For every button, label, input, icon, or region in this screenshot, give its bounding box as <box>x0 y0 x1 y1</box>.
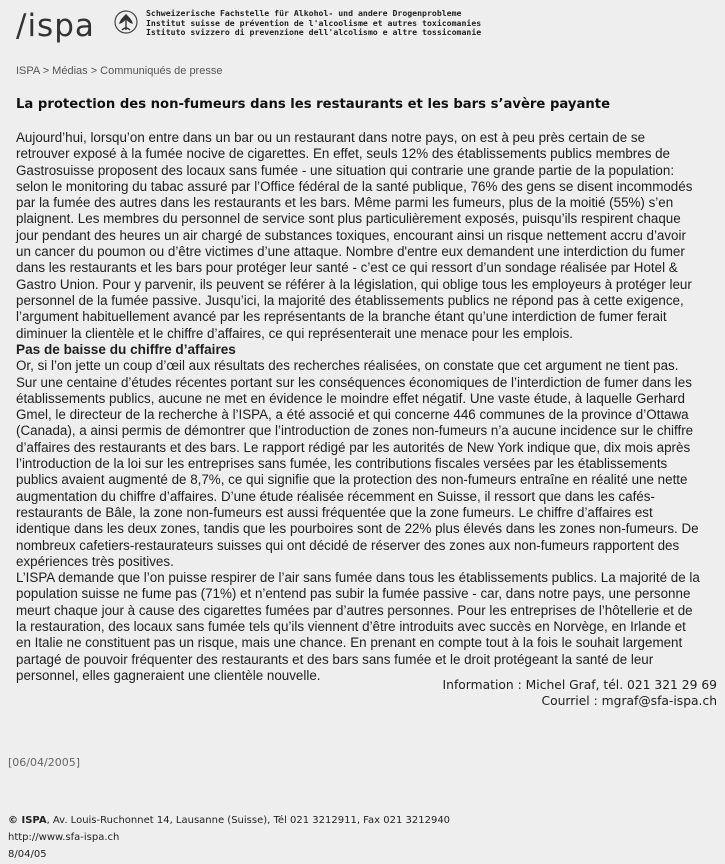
text-line: L’ISPA demande que l’on puisse respirer de l’air sans fumée dans tous les établissements publics. La majorité de la <box>16 570 700 586</box>
ispa-logo[interactable]: /ispa <box>16 8 95 44</box>
print-date: 8/04/05 <box>8 849 47 860</box>
footer-url[interactable]: http://www.sfa-ispa.ch <box>8 832 120 843</box>
tagline-fr: Institut suisse de prévention de l'alcoolisme et autres toxicomanies <box>146 17 482 28</box>
text-line: par la fumée des autres dans les restaurants et les bars. Même parmi les fumeurs, plus de la moitié (55%) s’en <box>16 195 674 211</box>
text-line: meurt chaque jour à cause des cigarettes fumées par d’autres personnes. Pour les entreprises de l’hôtellerie et de <box>16 602 693 618</box>
intro-paragraph <box>16 130 692 342</box>
breadcrumb[interactable]: ISPA > Médias > Communiqués de presse <box>16 65 223 77</box>
text-line: nombreux cafetiers-restaurateurs suisses qui ont décidé de réserver des zones aux non-fumeurs rapportent des <box>16 537 680 553</box>
section <box>16 342 700 684</box>
text-line: Aujourd’hui, lorsqu’on entre dans un bar ou un restaurant dans notre pays, on est à peu près certain de se <box>16 130 646 145</box>
text-line: (Canada), a ainsi permis de démontrer que l’introduction de zones non-fumeurs n’a aucune incidence sur le chiffre <box>16 423 694 439</box>
text-line: personnel de la fumée passive. Jusqu’ici, la majorité des établissements publics ne répond pas à cette exigence, <box>16 292 684 308</box>
text-line: la restauration, des locaux sans fumée tels qu’ils viennent d’être introduits avec succès en Norvège, en Irlande et <box>16 619 686 635</box>
text-line: un cancer du poumon ou d’être victimes d’une attaque. Nombre d'entre eux demandent une interdiction du fumer <box>16 244 685 260</box>
text-line: dans les restaurants et les bars pour protéger leur santé - c’est ce qui ressort d’un sondage réalisée par Hotel & <box>16 260 678 276</box>
text-line: Gastro Union. Pour y parvenir, ils peuvent se référer à la législation, qui oblige tous les employeurs à protéger leur <box>16 276 692 292</box>
text-line: partagé de pouvoir fréquenter des restaurants et des bars sans fumée et le droit protégeant la santé de leur <box>16 651 654 667</box>
text-line: Gmel, le directeur de la recherche à l’ISPA, a été associé et qui concerne 446 communes de la province d’Ottawa <box>16 407 689 423</box>
footer-address: , Av. Louis-Ruchonnet 14, Lausanne (Suisse), Tél 021 3212911, Fax 021 3212940 <box>46 815 451 826</box>
text-line: restaurants de Bâle, la zone non-fumeurs est aussi fréquentée que la zone fumeurs. Le chiffre d’affaires est <box>16 504 653 520</box>
text-line: l’argument habituellement avancé par les représentants de la branche étant qu’une interdiction de fumer ferait <box>16 309 667 325</box>
text-line: l’introduction de la loi sur les entreprises sans fumée, les contributions fiscales versées par les établissements <box>16 456 668 472</box>
text-line: d’affaires des restaurants et des bars. Le rapport rédigé par les autorités de New York indique que, dix mois après <box>16 439 691 455</box>
text-line: population suisse ne fume pas (71%) et n’entend pas subir la fumée passive - car, dans notre pays, une personne <box>16 586 691 602</box>
text-line: en Italie ne constituent pas un risque, mais une chance. En prenant en compte tout à la fois le souhait largement <box>16 635 683 651</box>
page-title: La protection des non-fumeurs dans les restaurants et les bars s’avère payante <box>16 97 611 112</box>
leaf-emblem-icon <box>114 10 138 34</box>
text-line: identique dans les deux zones, tandis que les pourboires sont de 22% plus élevés dans les zones non-fumeurs. De <box>16 521 699 537</box>
text-line: expériences très positives. <box>16 553 174 569</box>
tagline-it: Istituto svizzero di prevenzione dell'alcolismo e altre tossicomanie <box>146 27 482 38</box>
footer-copyright: © ISPA <box>8 815 47 826</box>
text-line: Gastrosuisse proposent des locaux sans fumée - une situation qui contrarie une grande partie de la population: <box>16 162 675 178</box>
text-line: publics avaient augmenté de 8,7%, ce qui signifie que la protection des non-fumeurs entraîne en réalité une nette <box>16 472 688 488</box>
text-line: selon le monitoring du tabac assuré par l’Office fédéral de la santé publique, 76% des gens se disent incommodés <box>16 178 693 194</box>
text-line: personnel, elles gagneraient une clientèle nouvelle. <box>16 667 321 683</box>
text-line: retrouver exposé à la fumée nocive de cigarettes. En effet, seuls 12% des établissements publics membres de <box>16 146 671 162</box>
contact-email[interactable]: Courriel : mgraf@sfa-ispa.ch <box>541 694 717 708</box>
text-line: augmentation du chiffre d’affaires. D’une étude réalisée récemment en Suisse, il ressort que dans les cafés- <box>16 488 655 504</box>
text-line: plaignent. Les membres du personnel de service sont plus particulièrement exposés, puisqu’ils respirent chaque <box>16 211 681 227</box>
text-line: établissements publics, aucune ne met en évidence le moindre effet négatif. Une vaste étude, à laquelle Gerhard <box>16 390 685 406</box>
text-line: jour pendant des heures un air chargé de substances toxiques, encourant ainsi un risque nettement accru d’avoir <box>16 227 686 243</box>
text-line: Or, si l’on jette un coup d’œil aux résultats des recherches réalisées, on constate que cet argument ne tient pas. <box>16 358 679 374</box>
contact-info: Information : Michel Graf, tél. 021 321 29 69 <box>442 678 717 692</box>
text-line: diminuer la clientèle et le chiffre d’affaires, ce qui représenterait une menace pour les emplois. <box>16 325 574 341</box>
organization-tagline <box>146 9 481 38</box>
footer <box>8 812 450 863</box>
text-line: Sur une centaine d’études récentes portant sur les conséquences économiques de l’interdiction de fumer dans les <box>16 374 692 390</box>
section-heading: Pas de baisse du chiffre d’affaires <box>16 342 236 357</box>
tagline-de: Schweizerische Fachstelle für Alkohol- und andere Drogenprobleme <box>146 8 462 18</box>
publication-date: [06/04/2005] <box>8 756 80 769</box>
contact-block <box>443 677 717 709</box>
